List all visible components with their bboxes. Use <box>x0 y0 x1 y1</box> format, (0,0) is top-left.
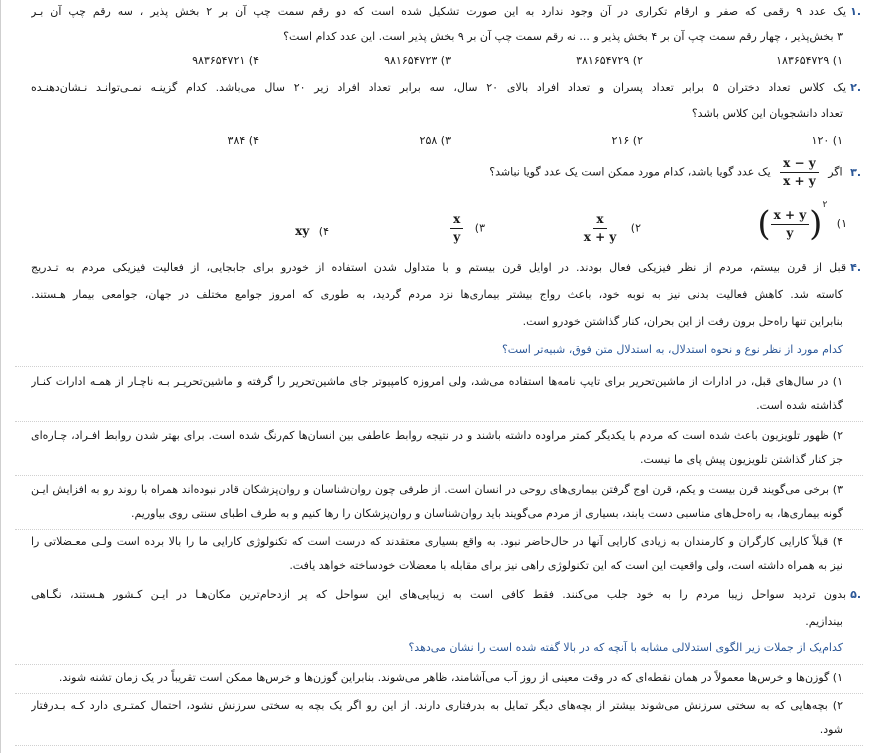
q4-line-2 <box>31 285 843 307</box>
q3-option-3-numerator: x <box>450 212 463 229</box>
q2-number: .۲ <box>850 81 861 94</box>
q3-option-3-denominator: y <box>453 230 461 244</box>
q3-option-1-exponent: ۲ <box>822 200 828 210</box>
q3-option-1-label: ۱) <box>836 217 847 230</box>
q5-line-2 <box>31 612 843 634</box>
q4-line-1 <box>31 258 861 280</box>
divider <box>15 421 863 422</box>
q1-option-1[interactable]: ۱) ۱۸۳۶۵۴۷۲۹ <box>776 54 843 67</box>
q4-option-1-line-2: گذاشته شده است. <box>756 399 843 412</box>
q2-option-1[interactable]: ۱) ۱۲۰ <box>811 134 843 147</box>
q2-option-2[interactable]: ۲) ۲۱۶ <box>611 134 643 147</box>
q3-number: .۳ <box>850 165 861 179</box>
q5-number: .۵ <box>850 588 861 601</box>
q4-line-3 <box>31 312 843 334</box>
q3-option-4[interactable] <box>295 224 329 238</box>
q5-question-text: کدام‌یک از جملات زیر الگوی استدلالی مشابه با آنچه که در بالا گفته شده است را نشان می‌دهد؟ <box>408 641 843 654</box>
q2-option-3[interactable]: ۳) ۲۵۸ <box>419 134 451 147</box>
q2-text-2: تعداد دانشجویان این کلاس باشد؟ <box>691 107 843 120</box>
q3-option-2-numerator: x <box>593 212 606 229</box>
q3-option-2-denominator: x + y <box>583 230 617 244</box>
q2-option-4[interactable]: ۴) ۳۸۴ <box>227 134 259 147</box>
q4-text-1: قبل از قرن بیستم، مردم از نظر فیزیکی فعال بودند. در اوایل قرن بیستم و با متداول شدن استفاده از خودرو برای جابجایی، از فعالیت فیزیکی مردم به تـدریج <box>31 261 847 274</box>
q5-option-2-line-1: ۲) بچه‌هایی که به سختی سرزنش می‌شوند بیشتر از بچه‌های دیگر تمایل به بدرفتاری دارند. از این رو اگر یک بچه به سختی سرزنش نشود، احتمال کمتـری دارد کـه بـدرفتار <box>31 699 843 712</box>
q4-text-3: بنابراین تنها راه‌حل برون رفت از این بحران، کنار گذاشتن خودرو است. <box>522 315 843 328</box>
q4-option-2-line-1: ۲) ظهور تلویزیون باعث شده است که مردم با یکدیگر کمتر مراوده داشته باشند و در نتیجه روابط عاطفی بین انسان‌ها کم‌رنگ شده است. برای بهتر شدن روابط افـراد، چـاره‌ای <box>31 429 843 442</box>
q3-suffix: یک عدد گویا باشد، کدام مورد ممکن است یک عدد گویا نباشد؟ <box>489 165 771 179</box>
q4-number: .۴ <box>850 261 861 274</box>
q1-text-2: ۳ بخش‌پذیر ، چهار رقم سمت چپ آن بر ۴ بخش پذیر و ... نه رقم سمت چپ آن بر ۹ بخش پذیر است. این عدد کدام است؟ <box>283 30 843 43</box>
q4-option-1-line-1: ۱) در سال‌های قبل، در ادارات از ماشین‌تحریر برای تایپ نامه‌ها استفاده می‌شد، ولی امروزه کامپیوتر جای ماشین‌تحریر را گرفته و ماشین‌تحریـر بـه ناچـار از همـه ادارات کنـار <box>31 375 843 388</box>
q3-option-4-label: ۴) <box>318 225 329 238</box>
q2-text-1: یک کلاس تعداد دختران ۵ برابر تعداد پسران و تعداد افراد بالای ۲۰ سال، سه برابر تعداد افراد زیر ۲۰ سال می‌باشد. کدام گزینـه نمـی‌توانـد نـشان‌دهنـده <box>31 81 847 94</box>
q4-option-3-line-2: گونه بیماری‌ها، به راه‌حل‌های مناسبی دست یابند، بسیاری از مردم می‌گویند باید روان‌شناسان و روان‌پزشکان را رها کنیم و به طرف اطبای سنتی روی بیاوریم. <box>130 507 843 520</box>
q3-stem-fraction <box>780 156 819 189</box>
q3-option-3[interactable] <box>450 212 485 245</box>
divider <box>15 664 863 665</box>
divider <box>15 366 863 367</box>
q1-option-2[interactable]: ۲) ۳۸۱۶۵۴۷۲۹ <box>576 54 643 67</box>
q4-option-2-line-2: جز کنار گذاشتن تلویزیون پیش پای ما نیست. <box>639 453 843 466</box>
q3-stem-numerator: x − y <box>780 156 819 173</box>
q1-option-4[interactable]: ۴) ۹۸۳۶۵۴۷۲۱ <box>192 54 259 67</box>
q3-option-2[interactable] <box>581 212 641 245</box>
divider <box>15 475 863 476</box>
q5-option-2-line-2: شود. <box>819 723 843 736</box>
q3-prefix: اگر <box>828 165 843 179</box>
q1-line-2 <box>31 27 843 49</box>
q1-number: .۱ <box>850 5 861 18</box>
q1-line-1 <box>31 2 861 24</box>
q4-option-3-line-1: ۳) برخی می‌گویند قرن بیست و یکم، قرن اوج گرفتن بیماری‌های روحی در انسان است. از طرفی چون روان‌شناسان و روان‌پزشکان قادر نبوده‌اند همراه با روند رو به افزایش ایـن <box>31 483 843 496</box>
q3-option-2-fraction <box>581 212 620 245</box>
q1-text-1: یک عدد ۹ رقمی که صفر و ارقام تکراری در آن وجود ندارد به این صورت تشکیل شده است که دو رقم سمت چپ آن بر ۲ بخش پذیر ، سه رقم چپ آن بـر <box>31 5 847 18</box>
q5-line-1 <box>31 585 861 607</box>
q4-question <box>31 340 843 362</box>
q3-option-2-label: ۲) <box>630 221 641 235</box>
q4-option-4-line-2: نیز به همراه داشته است، ولی واقعیت این است که این تکنولوژی راهی نیز برای مقابله با معضلات خودساخته خواهد یافت. <box>289 559 843 572</box>
q5-question <box>31 638 843 660</box>
q1-option-3[interactable]: ۳) ۹۸۱۶۵۴۷۲۳ <box>384 54 451 67</box>
q3-option-3-label: ۳) <box>474 221 485 235</box>
q3-option-1-fraction <box>771 208 810 241</box>
q5-option-1-line-1: ۱) گوزن‌ها و خرس‌ها معمولاً در همان نقطه‌ای که در وقت معینی از روز آب می‌آشامند، ظاهر می‌شوند. بنابراین گوزن‌ها و خرس‌ها ممکن است تقریباً در یک زمان تشنه شوند. <box>58 671 843 684</box>
q3-option-4-expression: xy <box>295 224 310 238</box>
q4-text-2: کاسته شد. کاهش فعالیت بدنی نیز به نوبه خود، باعث رواج بیشتر بیماری‌ها نزد مردم گردید، به طوری که امروز جوامع مختلف در جهان، جوامعی بیمار هـستند. <box>31 288 843 301</box>
q4-question-text: کدام مورد از نظر نوع و نحوه استدلال، به استدلال متن فوق، شبیه‌تر است؟ <box>501 343 843 356</box>
divider <box>15 745 863 746</box>
q3-option-1-numerator: x + y <box>771 208 810 225</box>
q3-option-1[interactable]: ۱) ( $\frac{x + y}{y}$ )$^۲$ <box>757 200 847 244</box>
q3-stem-denominator: x + y <box>783 174 816 188</box>
q3-option-3-fraction <box>450 212 463 245</box>
q3-option-1-denominator: y <box>786 225 794 240</box>
q3-stem <box>489 156 861 189</box>
q5-text-2: بیندازیم. <box>805 615 843 628</box>
q2-line-1 <box>31 78 861 100</box>
divider <box>15 693 863 694</box>
q5-text-1: بدون تردید سواحل زیبا مردم را به خود جلب می‌کنند. فقط کافی است به زیبایی‌های این سواحل که پر ازدحام‌ترین مکان‌هـا در ایـن کـشور هـستند، نگـاهی <box>31 588 847 601</box>
q4-option-4-line-1: ۴) قبلاً کارایی کارگران و کارمندان به زیادی کارایی آنها در حال‌حاضر نبود. به واقع بسیاری معتقدند که درست است که تکنولوژی کارایی ما را بالا برده است ولـی معـضلاتی را <box>31 535 843 548</box>
q2-line-2 <box>31 104 843 126</box>
divider <box>15 529 863 530</box>
